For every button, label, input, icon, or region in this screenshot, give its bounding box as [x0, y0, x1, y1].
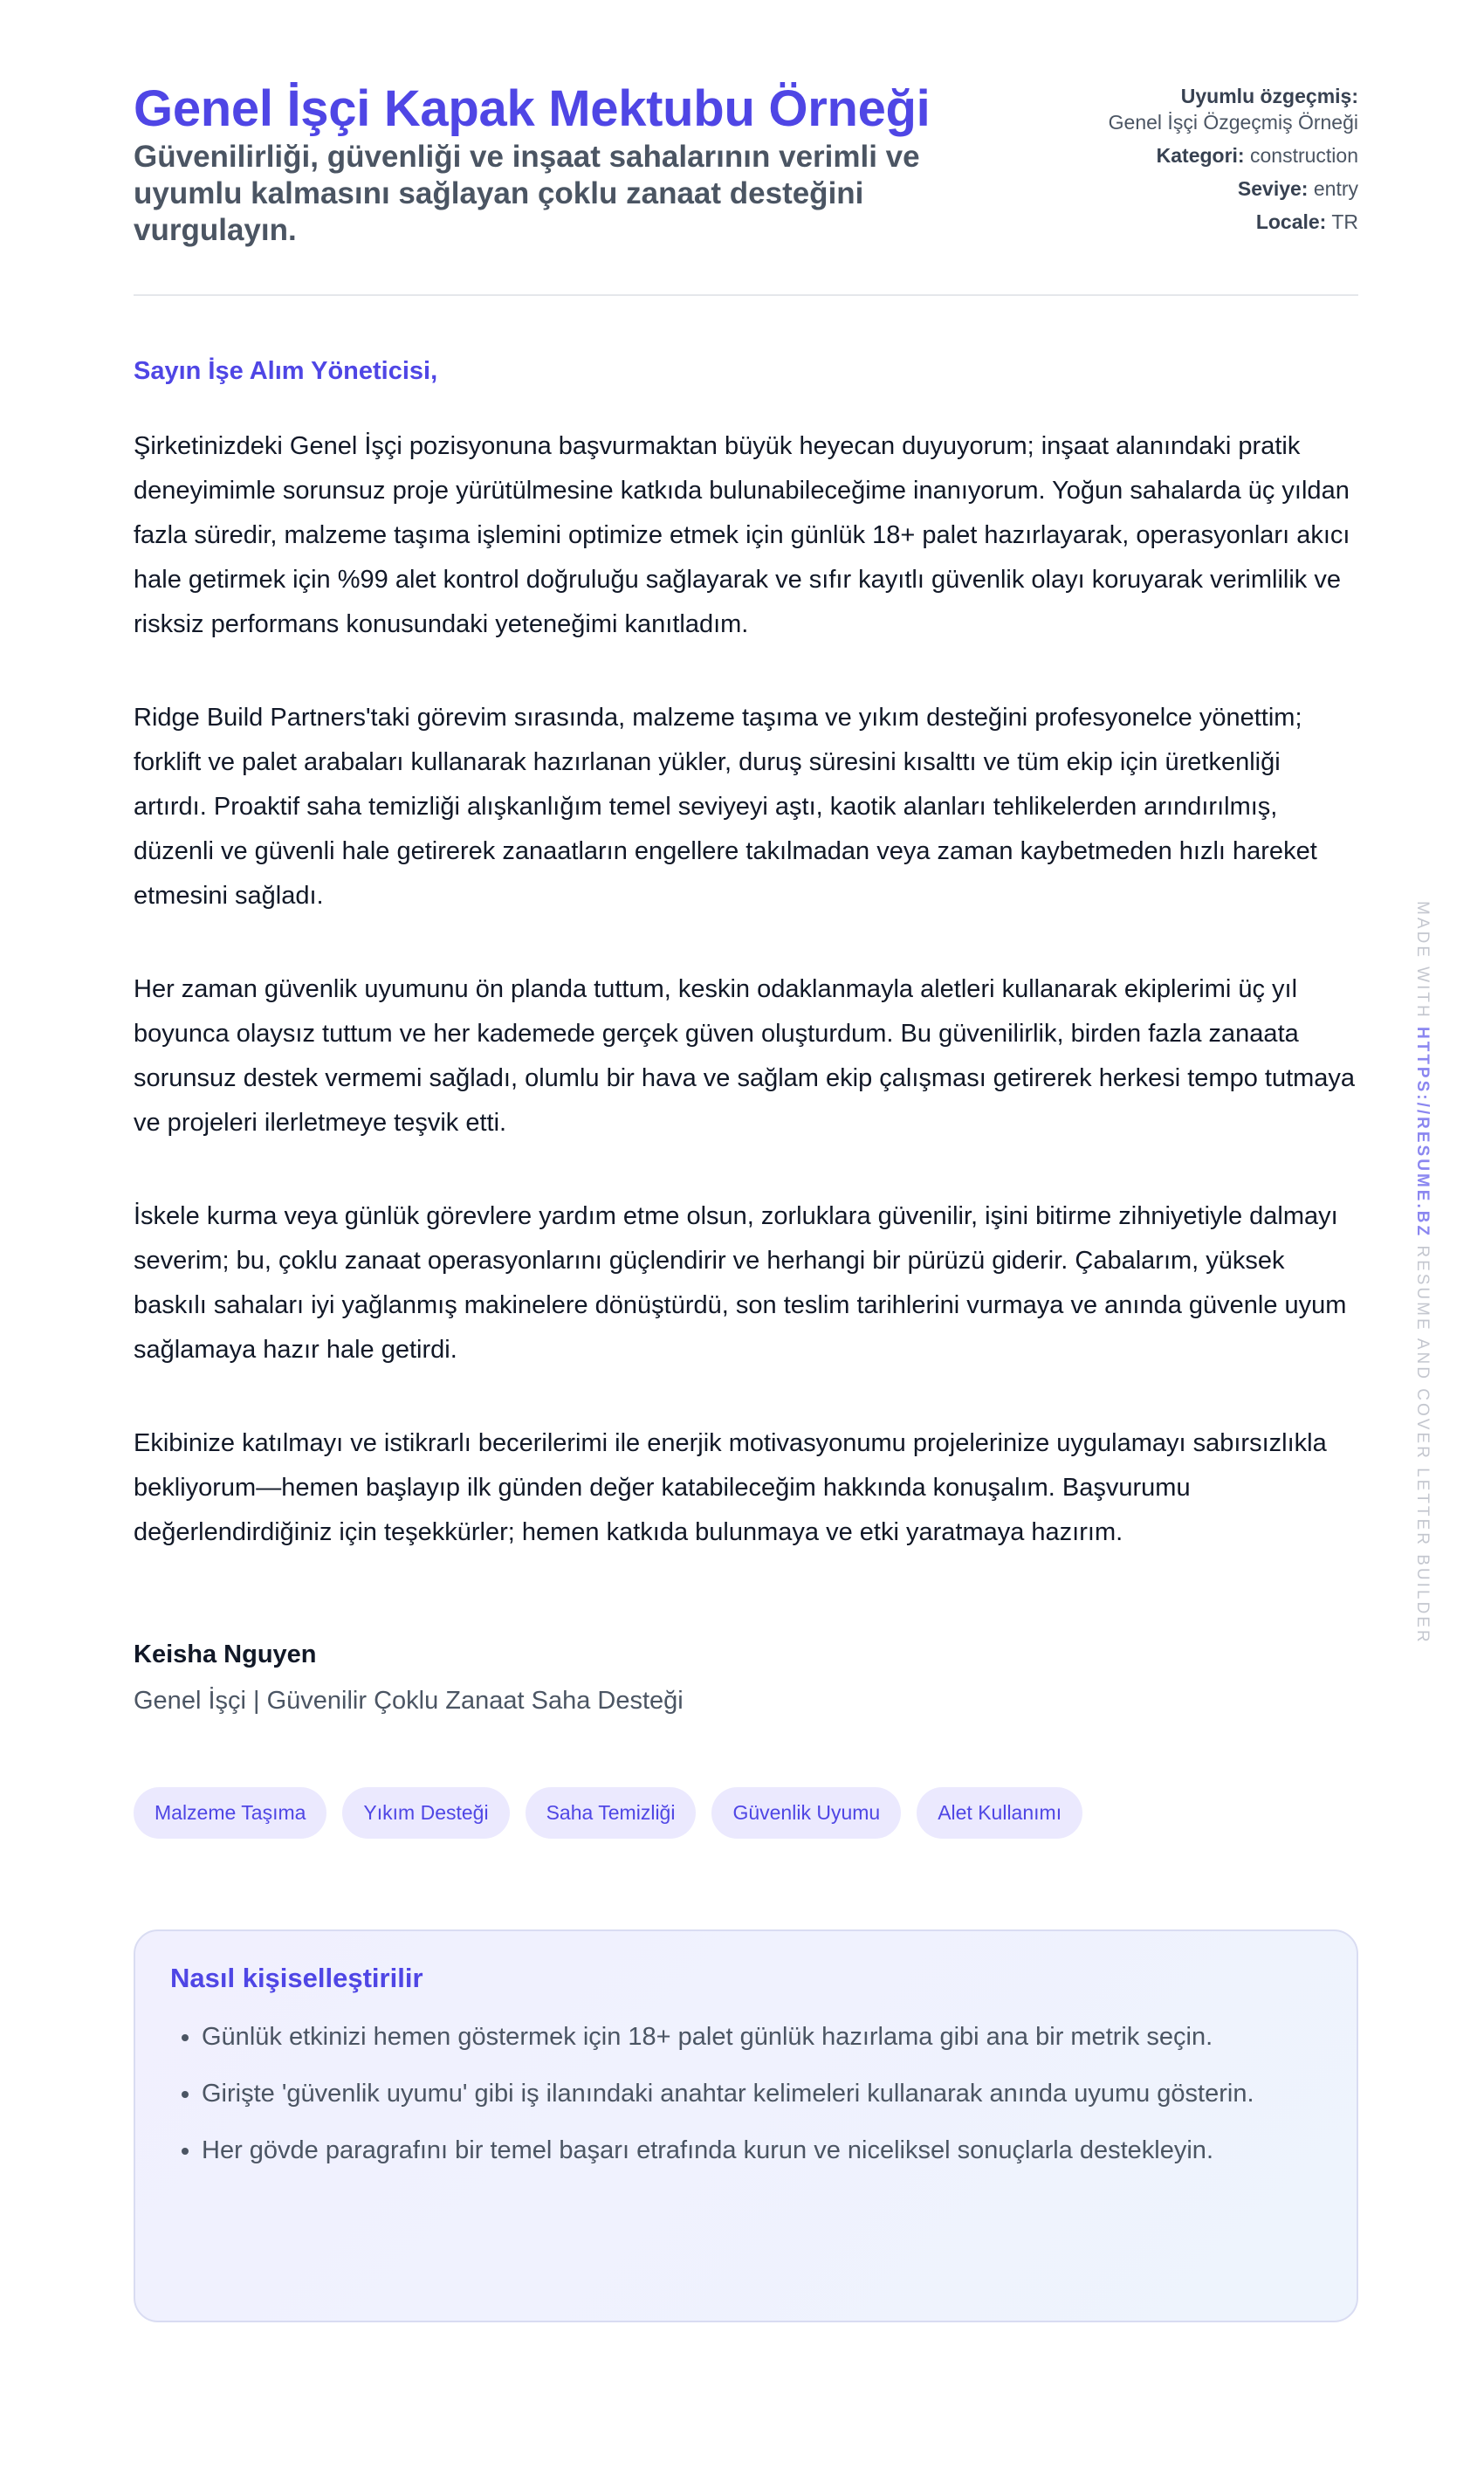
- letter-salutation: Sayın İşe Alım Yöneticisi,: [134, 356, 438, 385]
- meta-locale: [1105, 210, 1358, 236]
- meta-level-value: entry: [1313, 176, 1358, 200]
- meta-resume: [1105, 84, 1358, 136]
- tips-item: • Girişte 'güvenlik uyumu' gibi iş ilanındaki anahtar kelimeleri kullanarak anında uyumu gösterin.: [202, 2072, 1322, 2116]
- skill-tag[interactable]: Güvenlik Uyumu: [711, 1787, 901, 1839]
- signature-title: Genel İşçi | Güvenilir Çoklu Zanaat Saha Desteği: [134, 1686, 684, 1715]
- letter-paragraph: Her zaman güvenlik uyumunu ön planda tuttum, keskin odaklanmayla aletleri kullanarak ekiplerimi üç yıl boyunca olaysız tuttum ve her kademede gerçek güven oluşturdum. Bu güvenilirlik, birden fazla zanaata sorunsuz destek vermemi sağladı, olumlu bir hava ve sağlam ekip çalışması getirerek herkesi tempo tutmaya ve projeleri ilerletmeye teşvik etti.: [134, 974, 1356, 1137]
- meta-category-label: Kategori:: [1156, 143, 1245, 167]
- signature-name: Keisha Nguyen: [134, 1640, 317, 1668]
- meta-panel: [1105, 80, 1358, 242]
- meta-category-value: construction: [1249, 143, 1358, 167]
- letter-paragraph: Şirketinizdeki Genel İşçi pozisyonuna başvurmaktan büyük heyecan duyuyorum; inşaat alanındaki pratik deneyimimle sorunsuz proje yürütülmesine katkıda bulunabileceğime inanıyorum. Yoğun sahalarda üç yıldan fazla süredir, malzeme taşıma işlemini optimize etmek için günlük 18+ palet hazırlayarak, operasyonları akıcı hale getirmek için %99 alet kontrol doğruluğu sağlayarak ve sıfır kayıtlı güvenlik olayı koruyarak verimlilik ve risksiz performans konusundaki yeteneğimi kanıtladım.: [134, 431, 1350, 638]
- cover-letter-page: [134, 80, 1358, 2322]
- skill-tag[interactable]: Saha Temizliği: [526, 1787, 697, 1839]
- customization-tips: [134, 1929, 1358, 2322]
- skill-tag[interactable]: Yıkım Desteği: [342, 1787, 509, 1839]
- page-header: [134, 80, 1358, 296]
- side-link[interactable]: HTTPS://RESUME.BZ: [1413, 1027, 1432, 1239]
- side-watermark-text: [1412, 901, 1432, 1645]
- side-watermark: [1412, 901, 1437, 1645]
- side-suffix: RESUME AND COVER LETTER BUILDER: [1413, 1245, 1432, 1645]
- letter-paragraph: İskele kurma veya günlük görevlere yardım etme olsun, zorluklara güvenilir, işini bitirme zihniyetiyle dalmayı severim; bu, çoklu zanaat operasyonlarını güçlendirir ve herhangi bir pürüzü giderir. Çabalarım, yüksek baskılı sahaları iyi yağlanmış makinelere dönüştürdü, son teslim tarihlerini vurmaya ve anında güvenle uyum sağlamaya hazır hale getirdi.: [134, 1201, 1347, 1364]
- page-title: Genel İşçi Kapak Mektubu Örneği: [134, 80, 931, 137]
- skill-tag[interactable]: Malzeme Taşıma: [134, 1787, 326, 1839]
- meta-level-label: Seviye:: [1237, 176, 1309, 200]
- letter-paragraph: Ridge Build Partners'taki görevim sırasında, malzeme taşıma ve yıkım desteğini profesyonelce yönettim; forklift ve palet arabaları kullanarak hazırlanan yükler, duruş süresini kısalttı ve tüm ekip için üretkenliği artırdı. Proaktif saha temizliği alışkanlığım temel seviyeyi aştı, kaotik alanları tehlikelerden arındırılmış, düzenli ve güvenli hale getirerek zanaatların engellere takılmadan veya zaman kaybetmeden hızlı hareket etmesini sağladı.: [134, 703, 1317, 910]
- meta-level: [1105, 176, 1358, 203]
- meta-locale-value: TR: [1331, 210, 1358, 233]
- title-block: [134, 80, 989, 249]
- page-subtitle: Güvenilirliği, güvenliği ve inşaat sahalarının verimli ve uyumlu kalmasını sağlayan çoklu zanaat desteğini vurgulayın.: [134, 139, 920, 247]
- meta-resume-label: Uyumlu özgeçmiş:: [1180, 85, 1358, 107]
- skill-tag[interactable]: Alet Kullanımı: [917, 1787, 1082, 1839]
- meta-locale-label: Locale:: [1255, 210, 1327, 233]
- side-prefix: MADE WITH: [1413, 901, 1432, 1020]
- tips-item: • Günlük etkinizi hemen göstermek için 18+ palet günlük hazırlama gibi ana bir metrik seçin.: [202, 2015, 1322, 2060]
- tips-title: Nasıl kişiselleştirilir: [170, 1962, 423, 1993]
- tips-item: • Her gövde paragrafını bir temel başarı etrafında kurun ve niceliksel sonuçlarla destekleyin.: [202, 2129, 1322, 2173]
- tips-list: [170, 2015, 1322, 2173]
- letter-paragraph: Ekibinize katılmayı ve istikrarlı becerilerimi ile enerjik motivasyonumu projelerinize uygulamayı sabırsızlıkla bekliyorum—hemen başlayıp ilk günden değer katabileceğim hakkında konuşalım. Başvurumu değerlendirdiğiniz için teşekkürler; hemen katkıda bulunmaya ve etki yaratmaya hazırım.: [134, 1428, 1327, 1546]
- skill-tags: [134, 1787, 1358, 1839]
- meta-category: [1105, 143, 1358, 169]
- meta-resume-value[interactable]: Genel İşçi Özgeçmiş Örneği: [1108, 110, 1358, 134]
